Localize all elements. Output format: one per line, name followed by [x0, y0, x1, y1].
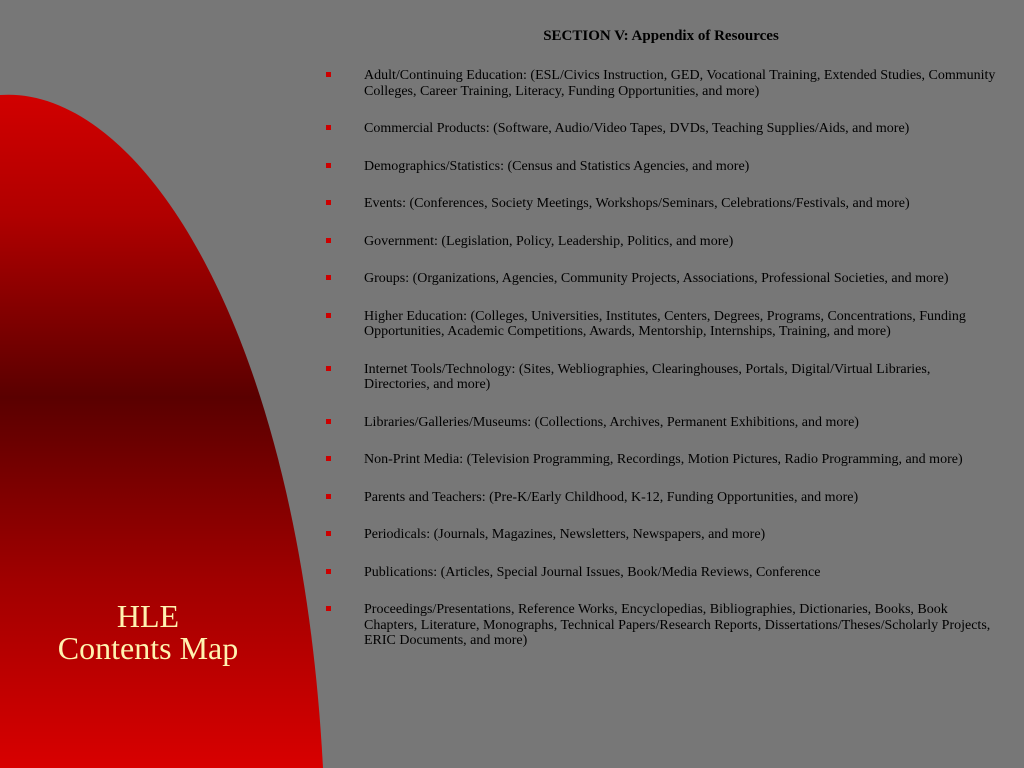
decorative-side-panel [0, 0, 340, 768]
list-item-libraries [326, 415, 996, 431]
bullet-icon [326, 238, 331, 243]
bullet-icon [326, 606, 331, 611]
list-item-text: Internet Tools/Technology: (Sites, Webliographies, Clearinghouses, Portals, Digital/Virtual Libraries, Directories, and more) [364, 361, 931, 392]
list-item-demographics [326, 159, 996, 175]
bullet-icon [326, 366, 331, 371]
bullet-icon [326, 531, 331, 536]
list-item-text: Government: (Legislation, Policy, Leadership, Politics, and more) [364, 233, 734, 249]
list-item-text: Events: (Conferences, Society Meetings, Workshops/Seminars, Celebrations/Festivals, and more) [364, 196, 910, 211]
bullet-icon [326, 456, 331, 461]
bullet-icon [326, 200, 331, 205]
list-item-internet-tools [326, 362, 996, 393]
side-title-line-1: HLE [116, 598, 180, 634]
bullet-icon [326, 494, 331, 499]
list-item-text: Higher Education: (Colleges, Universities, Institutes, Centers, Degrees, Programs, Concentrations, Funding Opportunities, Academic Competitions, Awards, Mentorship, Internships, Training, and more) [364, 308, 966, 339]
bullet-icon [326, 163, 331, 168]
list-item-groups [326, 271, 996, 287]
list-item-parents-teachers [326, 490, 996, 506]
list-item-text: Periodicals: (Journals, Magazines, Newsletters, Newspapers, and more) [364, 527, 766, 542]
list-item-periodicals [326, 527, 996, 543]
list-item-text: Commercial Products: (Software, Audio/Video Tapes, DVDs, Teaching Supplies/Aids, and more) [364, 121, 910, 136]
list-item-publications [326, 565, 996, 581]
list-item-text: Demographics/Statistics: (Census and Statistics Agencies, and more) [364, 158, 750, 174]
list-item-non-print-media [326, 452, 996, 468]
side-title [18, 600, 278, 664]
list-item-text: Libraries/Galleries/Museums: (Collections, Archives, Permanent Exhibitions, and more) [364, 414, 859, 430]
resource-list [326, 68, 996, 649]
list-item-text: Non-Print Media: (Television Programming, Recordings, Motion Pictures, Radio Programming, and more) [364, 452, 963, 467]
list-item-events [326, 196, 996, 212]
list-item-text: Parents and Teachers: (Pre-K/Early Childhood, K-12, Funding Opportunities, and more) [364, 489, 859, 505]
content-area [326, 28, 996, 671]
bullet-icon [326, 275, 331, 280]
list-item-higher-education [326, 309, 996, 340]
side-title-line-2: Contents Map [57, 630, 239, 666]
bullet-icon [326, 125, 331, 130]
list-item-government [326, 234, 996, 250]
bullet-icon [326, 72, 331, 77]
bullet-icon [326, 419, 331, 424]
bullet-icon [326, 313, 331, 318]
list-item-adult-education [326, 68, 996, 99]
section-heading: SECTION V: Appendix of Resources [543, 28, 779, 44]
list-item-commercial-products [326, 121, 996, 137]
list-item-text: Publications: (Articles, Special Journal Issues, Book/Media Reviews, Conference [364, 564, 821, 580]
list-item-text: Proceedings/Presentations, Reference Works, Encyclopedias, Bibliographies, Dictionaries, Books, Book Chapters, Literature, Monographs, Technical Papers/Research Reports, Dissertations/Theses/Scholarly Projects, ERIC Documents, and more) [364, 602, 991, 648]
list-item-text: Groups: (Organizations, Agencies, Community Projects, Associations, Professional Societies, and more) [364, 271, 949, 286]
list-item-text: Adult/Continuing Education: (ESL/Civics Instruction, GED, Vocational Training, Extended Studies, Community Colleges, Career Training, Literacy, Funding Opportunities, and more) [364, 68, 996, 99]
bullet-icon [326, 569, 331, 574]
list-item-proceedings [326, 602, 996, 649]
